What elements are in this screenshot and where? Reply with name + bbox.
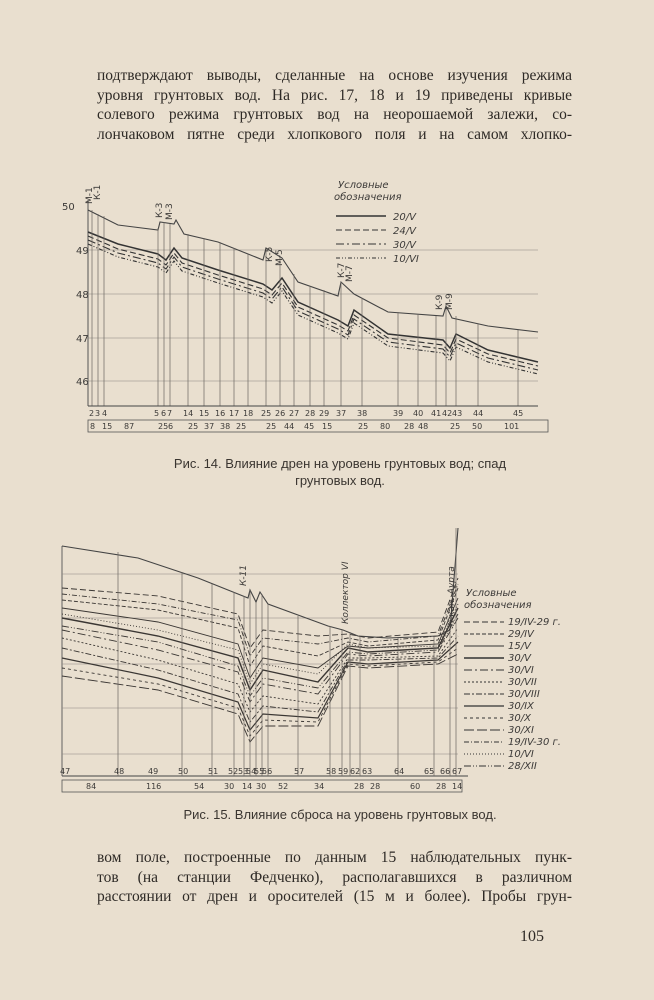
text-line: тов (на станции Федченко), располагавшихся в различном — [97, 868, 572, 886]
svg-text:62: 62 — [350, 767, 361, 776]
vertical-labels — [239, 561, 457, 626]
svg-text:42: 42 — [442, 409, 453, 418]
legend — [334, 180, 419, 265]
svg-text:25: 25 — [236, 422, 247, 431]
svg-text:59: 59 — [338, 767, 349, 776]
station-number-row — [60, 767, 462, 776]
svg-text:49: 49 — [148, 767, 159, 776]
svg-text:10/VI: 10/VI — [508, 749, 534, 760]
svg-text:47: 47 — [60, 767, 71, 776]
drain-label: К-9 — [435, 294, 445, 310]
svg-text:25: 25 — [450, 422, 461, 431]
svg-text:6: 6 — [161, 409, 167, 418]
text-line: вом поле, построенные по данным 15 наблюдательных пунк- — [97, 849, 572, 866]
svg-text:48: 48 — [418, 422, 429, 431]
y-tick: 47 — [76, 334, 89, 345]
svg-text:19/IV-30 г.: 19/IV-30 г. — [508, 737, 561, 748]
svg-text:53: 53 — [238, 767, 249, 776]
figure-15-caption — [95, 806, 585, 823]
svg-text:26: 26 — [275, 409, 286, 418]
paragraph-top — [97, 66, 572, 144]
curve-20-V — [88, 232, 538, 362]
text-line: подтверждают выводы, сделанные на основе изучения режима — [97, 67, 572, 84]
figure-14-drain-profile — [58, 170, 558, 440]
page-number: 105 — [520, 928, 544, 945]
svg-text:44: 44 — [473, 409, 484, 418]
svg-text:25: 25 — [266, 422, 277, 431]
svg-text:58: 58 — [326, 767, 337, 776]
svg-text:14: 14 — [242, 782, 253, 791]
svg-text:30/X: 30/X — [508, 713, 531, 724]
text-line: расстоянии от дрен и оросителей (15 м и более). Пробы грун- — [97, 888, 572, 905]
svg-text:обозначения: обозначения — [464, 600, 532, 611]
svg-text:16: 16 — [215, 409, 226, 418]
drain-label: М-9 — [445, 293, 455, 310]
svg-text:67: 67 — [452, 767, 463, 776]
drain-label: М-5 — [275, 249, 285, 266]
drain-label: К-11 — [239, 564, 249, 586]
svg-text:54: 54 — [246, 767, 257, 776]
svg-text:66: 66 — [440, 767, 451, 776]
drain-label: К-5 — [265, 246, 275, 262]
water-table-curves — [62, 578, 458, 742]
figure-14-caption — [95, 455, 585, 489]
svg-text:51: 51 — [208, 767, 219, 776]
drain-label: К-1 — [93, 184, 103, 200]
svg-text:52: 52 — [278, 782, 289, 791]
svg-text:65: 65 — [424, 767, 435, 776]
svg-text:37: 37 — [336, 409, 347, 418]
svg-text:80: 80 — [380, 422, 391, 431]
svg-text:30: 30 — [224, 782, 235, 791]
svg-text:44: 44 — [284, 422, 295, 431]
svg-text:6: 6 — [168, 422, 174, 431]
svg-text:Условные: Условные — [338, 180, 389, 191]
svg-text:28: 28 — [354, 782, 365, 791]
svg-text:30/VII: 30/VII — [508, 677, 537, 688]
svg-text:15: 15 — [102, 422, 113, 431]
svg-text:15/V: 15/V — [508, 641, 531, 652]
svg-text:2: 2 — [89, 409, 95, 418]
y-tick: 46 — [76, 377, 89, 388]
svg-text:48: 48 — [114, 767, 125, 776]
caption-line: Рис. 14. Влияние дрен на уровень грунтовых вод; спад — [173, 456, 507, 471]
svg-text:4: 4 — [102, 409, 108, 418]
svg-text:63: 63 — [362, 767, 373, 776]
figure-15-discharge-profile — [58, 518, 568, 802]
svg-text:43: 43 — [452, 409, 463, 418]
svg-text:30/V: 30/V — [393, 240, 416, 251]
svg-text:64: 64 — [394, 767, 405, 776]
svg-text:38: 38 — [357, 409, 368, 418]
svg-text:28/XII: 28/XII — [508, 761, 537, 772]
collector-label: Коллектор VI — [341, 561, 351, 624]
svg-text:45: 45 — [304, 422, 315, 431]
text-line: уровня грунтовых вод. На рис. 17, 18 и 19 приведены кривые — [97, 86, 572, 104]
svg-text:41: 41 — [431, 409, 442, 418]
ground-surface-line — [88, 210, 538, 332]
svg-text:8: 8 — [90, 422, 96, 431]
station-number-row — [89, 409, 523, 418]
svg-text:27: 27 — [289, 409, 300, 418]
svg-text:25: 25 — [261, 409, 272, 418]
caption-line: грунтовых вод. — [295, 473, 385, 488]
distance-row — [86, 782, 462, 791]
svg-text:116: 116 — [146, 782, 162, 791]
svg-text:10/VI: 10/VI — [393, 254, 419, 265]
svg-text:37: 37 — [204, 422, 215, 431]
svg-text:39: 39 — [393, 409, 404, 418]
svg-text:30/VIII: 30/VIII — [508, 689, 540, 700]
svg-text:34: 34 — [314, 782, 325, 791]
svg-text:17: 17 — [229, 409, 240, 418]
caption-line: Рис. 15. Влияние сброса на уровень грунтовых вод. — [183, 807, 497, 822]
paragraph-bottom — [97, 848, 572, 907]
svg-text:54: 54 — [194, 782, 205, 791]
svg-text:87: 87 — [124, 422, 135, 431]
svg-text:30/XI: 30/XI — [508, 725, 534, 736]
svg-text:3: 3 — [95, 409, 101, 418]
drain-label: К-7 — [337, 262, 347, 278]
svg-text:15: 15 — [199, 409, 210, 418]
svg-text:57: 57 — [294, 767, 305, 776]
svg-text:25: 25 — [188, 422, 199, 431]
gridlines — [88, 250, 538, 381]
svg-text:38: 38 — [220, 422, 231, 431]
svg-text:14: 14 — [183, 409, 194, 418]
drain-label: М-1 — [85, 187, 95, 204]
curve-24-V — [88, 236, 538, 366]
svg-text:29/IV: 29/IV — [508, 629, 534, 640]
svg-text:52: 52 — [228, 767, 239, 776]
drain-label: М-3 — [165, 203, 175, 220]
svg-text:28: 28 — [370, 782, 381, 791]
svg-text:24/V: 24/V — [393, 226, 416, 237]
curve-30-V — [88, 240, 538, 370]
svg-text:5: 5 — [154, 409, 160, 418]
svg-text:40: 40 — [413, 409, 424, 418]
distance-row — [90, 422, 519, 431]
svg-text:20/V: 20/V — [393, 212, 416, 223]
svg-text:30/IX: 30/IX — [508, 701, 534, 712]
svg-text:30: 30 — [256, 782, 267, 791]
svg-text:56: 56 — [262, 767, 273, 776]
legend — [464, 588, 561, 772]
svg-text:60: 60 — [410, 782, 421, 791]
drain-label: М-7 — [345, 265, 355, 282]
svg-text:30/V: 30/V — [508, 653, 531, 664]
svg-text:28: 28 — [404, 422, 415, 431]
y-tick: 49 — [76, 246, 89, 257]
svg-text:50: 50 — [472, 422, 483, 431]
drain-label: К-3 — [155, 202, 165, 218]
svg-text:Условные: Условные — [466, 588, 517, 599]
svg-text:45: 45 — [513, 409, 524, 418]
svg-text:101: 101 — [504, 422, 520, 431]
svg-text:84: 84 — [86, 782, 97, 791]
text-line: лончаковом пятне среди хлопкового поля и на самом хлопко- — [97, 125, 572, 143]
svg-text:28: 28 — [305, 409, 316, 418]
svg-text:28: 28 — [436, 782, 447, 791]
svg-text:30/VI: 30/VI — [508, 665, 534, 676]
y-tick: 50 — [62, 202, 75, 213]
text-line: солевого режима грунтовых вод на неорошаемой залежи, со- — [97, 106, 572, 123]
svg-text:55: 55 — [254, 767, 265, 776]
svg-text:29: 29 — [319, 409, 330, 418]
svg-text:18: 18 — [243, 409, 254, 418]
svg-text:14: 14 — [452, 782, 463, 791]
svg-text:25: 25 — [358, 422, 369, 431]
svg-text:обозначения: обозначения — [334, 192, 402, 203]
svg-text:15: 15 — [322, 422, 333, 431]
ground-surface-line — [62, 528, 458, 638]
svg-text:7: 7 — [167, 409, 173, 418]
svg-text:50: 50 — [178, 767, 189, 776]
canal-label: К кан. Аурта — [447, 566, 457, 626]
svg-text:25: 25 — [158, 422, 169, 431]
y-tick: 48 — [76, 290, 89, 301]
svg-text:19/IV-29 г.: 19/IV-29 г. — [508, 617, 561, 628]
